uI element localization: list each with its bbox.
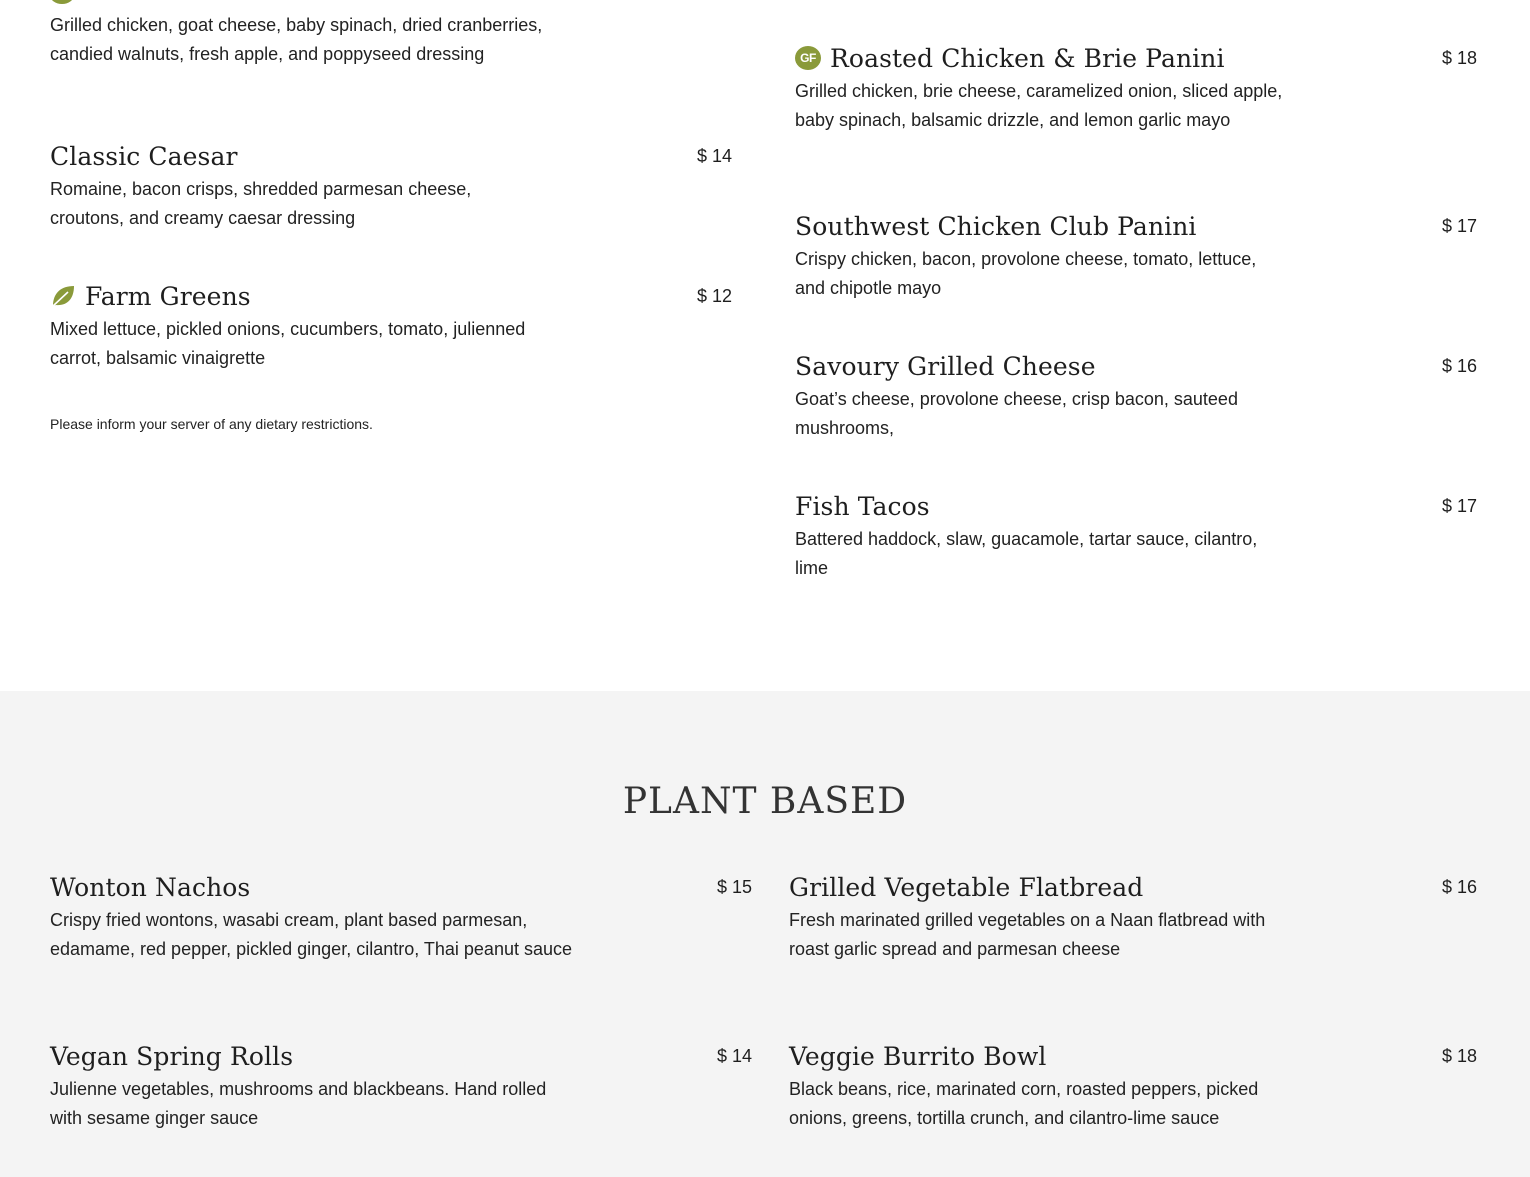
- partial-badge-icon: [50, 0, 74, 4]
- item-description: Romaine, bacon crisps, shredded parmesan cheese, croutons, and creamy caesar dressing: [50, 179, 472, 228]
- item-price: $ 14: [716, 1046, 752, 1066]
- menu-item-vegan-spring-rolls: [50, 1038, 752, 1133]
- item-description: Crispy chicken, bacon, provolone cheese, tomato, lettuce, and chipotle mayo: [795, 249, 1257, 298]
- item-description: Grilled chicken, goat cheese, baby spinach, dried cranberries, candied walnuts, fresh apple, and poppyseed dressing: [50, 15, 543, 64]
- item-name: Roasted Chicken & Brie Panini: [830, 43, 1225, 73]
- item-description: Julienne vegetables, mushrooms and blackbeans. Hand rolled with sesame ginger sauce: [50, 1079, 547, 1128]
- item-name: Farm Greens: [85, 281, 251, 311]
- menu-item-grilled-vegetable-flatbread: [789, 869, 1477, 964]
- item-description: Mixed lettuce, pickled onions, cucumbers, tomato, julienned carrot, balsamic vinaigrette: [50, 319, 526, 368]
- menu-item-chicken-brie-panini: [795, 40, 1477, 135]
- item-price: $ 17: [1441, 496, 1477, 516]
- item-price: $ 18: [1441, 1046, 1477, 1066]
- item-name: Veggie Burrito Bowl: [789, 1041, 1047, 1071]
- dietary-note: Please inform your server of any dietary restrictions.: [50, 416, 373, 432]
- leaf-icon: [50, 283, 76, 309]
- menu-item-classic-caesar: [50, 138, 732, 233]
- item-description: Battered haddock, slaw, guacamole, tartar sauce, cilantro, lime: [795, 529, 1258, 578]
- item-price: $ 15: [716, 877, 752, 897]
- item-name: Wonton Nachos: [50, 872, 251, 902]
- menu-item-fish-tacos: [795, 488, 1477, 583]
- item-name: Savoury Grilled Cheese: [795, 351, 1096, 381]
- item-name: Classic Caesar: [50, 141, 238, 171]
- menu-item-southwest-club-panini: [795, 208, 1477, 303]
- menu-item-partial: [50, 10, 550, 69]
- section-title: PLANT BASED: [622, 781, 908, 822]
- item-price: $ 16: [1441, 877, 1477, 897]
- item-name: Fish Tacos: [795, 491, 930, 521]
- item-description: Grilled chicken, brie cheese, caramelized onion, sliced apple, baby spinach, balsamic drizzle, and lemon garlic mayo: [795, 81, 1283, 130]
- item-price: $ 18: [1441, 48, 1477, 68]
- item-price: $ 12: [696, 286, 732, 306]
- item-name: Southwest Chicken Club Panini: [795, 211, 1197, 241]
- item-price: $ 17: [1441, 216, 1477, 236]
- item-price: $ 14: [696, 146, 732, 166]
- item-description: Black beans, rice, marinated corn, roasted peppers, picked onions, greens, tortilla crunch, and cilantro-lime sauce: [789, 1079, 1259, 1128]
- menu-item-savoury-grilled-cheese: [795, 348, 1477, 443]
- item-name: Grilled Vegetable Flatbread: [789, 872, 1144, 902]
- menu-item-veggie-burrito-bowl: [789, 1038, 1477, 1133]
- menu-item-wonton-nachos: [50, 869, 752, 964]
- plant-based-section: [0, 691, 1530, 1177]
- item-description: Fresh marinated grilled vegetables on a Naan flatbread with roast garlic spread and parmesan cheese: [789, 910, 1266, 959]
- item-price: $ 16: [1441, 356, 1477, 376]
- gluten-free-badge-icon: GF: [795, 46, 821, 70]
- item-description: Crispy fried wontons, wasabi cream, plant based parmesan, edamame, red pepper, pickled ginger, cilantro, Thai peanut sauce: [50, 910, 572, 959]
- item-description: Goat’s cheese, provolone cheese, crisp bacon, sauteed mushrooms,: [795, 389, 1238, 438]
- menu-item-farm-greens: [50, 278, 732, 373]
- item-name: Vegan Spring Rolls: [50, 1041, 294, 1071]
